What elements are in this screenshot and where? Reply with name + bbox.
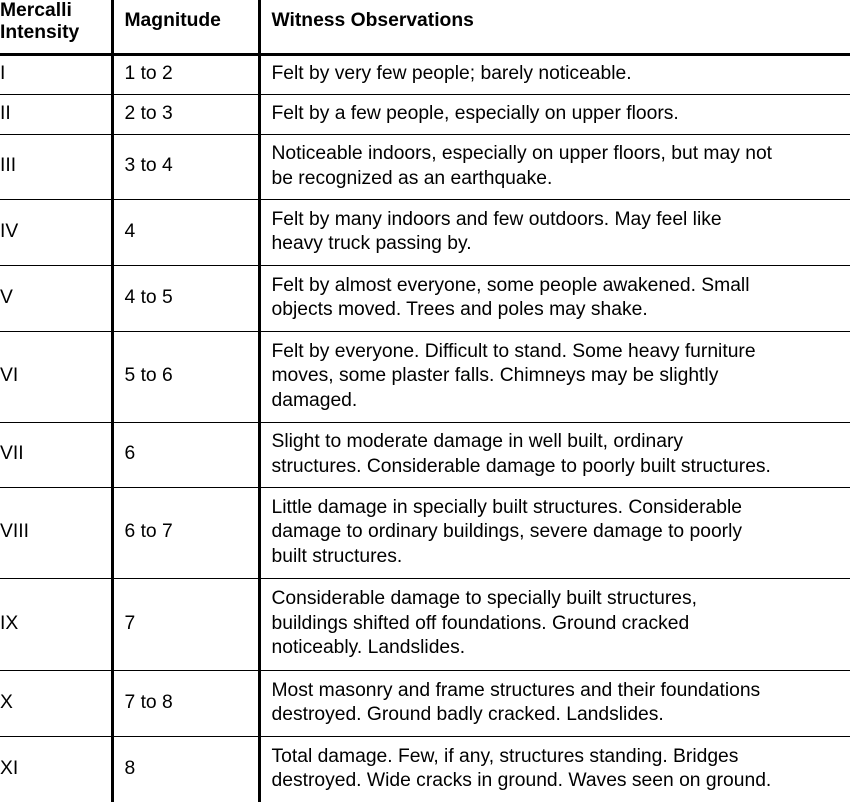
intensity-cell: IX	[0, 578, 112, 670]
magnitude-cell: 7	[112, 578, 259, 670]
observations-cell	[259, 331, 850, 422]
observations-cell	[259, 94, 850, 134]
observation-line: built structures.	[272, 545, 850, 570]
observation-line: Total damage. Few, if any, structures standing. Bridges	[272, 745, 850, 770]
table-row	[0, 54, 850, 94]
intensity-cell: I	[0, 54, 112, 94]
observation-line: objects moved. Trees and poles may shake.	[272, 298, 850, 323]
observation-line: buildings shifted off foundations. Ground cracked	[272, 612, 850, 637]
magnitude-cell: 3 to 4	[112, 134, 259, 199]
table-row	[0, 265, 850, 331]
observation-line: Most masonry and frame structures and their foundations	[272, 679, 850, 704]
intensity-cell: VIII	[0, 487, 112, 578]
magnitude-cell: 8	[112, 736, 259, 802]
column-header-intensity	[0, 0, 112, 54]
table-row	[0, 422, 850, 487]
column-header-intensity-line1: Mercalli	[0, 0, 111, 22]
observation-line: Felt by almost everyone, some people awakened. Small	[272, 274, 850, 299]
observations-cell	[259, 134, 850, 199]
table-row	[0, 94, 850, 134]
intensity-cell: XI	[0, 736, 112, 802]
observation-line: heavy truck passing by.	[272, 232, 850, 257]
observation-line: damage to ordinary buildings, severe damage to poorly	[272, 520, 850, 545]
observation-line: damaged.	[272, 389, 850, 414]
column-header-magnitude: Magnitude	[112, 0, 259, 54]
header-row	[0, 0, 850, 54]
table-row	[0, 670, 850, 736]
observations-cell	[259, 422, 850, 487]
observation-line: Little damage in specially built structures. Considerable	[272, 496, 850, 521]
table-row	[0, 199, 850, 265]
observations-cell	[259, 670, 850, 736]
magnitude-cell: 1 to 2	[112, 54, 259, 94]
table-row	[0, 578, 850, 670]
table-body	[0, 54, 850, 802]
table-row	[0, 736, 850, 802]
intensity-cell: VI	[0, 331, 112, 422]
observation-line: Felt by a few people, especially on upper floors.	[272, 102, 850, 127]
observations-cell	[259, 199, 850, 265]
magnitude-cell: 2 to 3	[112, 94, 259, 134]
observations-cell	[259, 265, 850, 331]
intensity-cell: IV	[0, 199, 112, 265]
observation-line: Considerable damage to specially built structures,	[272, 587, 850, 612]
observation-line: Felt by many indoors and few outdoors. May feel like	[272, 208, 850, 233]
observations-cell	[259, 487, 850, 578]
table-row	[0, 487, 850, 578]
magnitude-cell: 6 to 7	[112, 487, 259, 578]
observations-cell	[259, 578, 850, 670]
magnitude-cell: 5 to 6	[112, 331, 259, 422]
intensity-cell: X	[0, 670, 112, 736]
magnitude-cell: 7 to 8	[112, 670, 259, 736]
column-header-observations: Witness Observations	[259, 0, 850, 54]
table-row	[0, 134, 850, 199]
magnitude-cell: 4 to 5	[112, 265, 259, 331]
intensity-cell: II	[0, 94, 112, 134]
observation-line: Felt by everyone. Difficult to stand. Some heavy furniture	[272, 340, 850, 365]
observation-line: Slight to moderate damage in well built, ordinary	[272, 430, 850, 455]
observations-cell	[259, 736, 850, 802]
observation-line: moves, some plaster falls. Chimneys may be slightly	[272, 364, 850, 389]
table-row	[0, 331, 850, 422]
observation-line: noticeably. Landslides.	[272, 636, 850, 661]
observations-cell	[259, 54, 850, 94]
intensity-cell: V	[0, 265, 112, 331]
intensity-cell: III	[0, 134, 112, 199]
observation-line: Noticeable indoors, especially on upper floors, but may not	[272, 142, 850, 167]
observation-line: be recognized as an earthquake.	[272, 167, 850, 192]
column-header-intensity-line2: Intensity	[0, 22, 111, 44]
observation-line: destroyed. Ground badly cracked. Landslides.	[272, 703, 850, 728]
magnitude-cell: 4	[112, 199, 259, 265]
observation-line: destroyed. Wide cracks in ground. Waves seen on ground.	[272, 769, 850, 794]
magnitude-cell: 6	[112, 422, 259, 487]
observation-line: structures. Considerable damage to poorly built structures.	[272, 455, 850, 480]
observation-line: Felt by very few people; barely noticeable.	[272, 62, 850, 87]
intensity-cell: VII	[0, 422, 112, 487]
